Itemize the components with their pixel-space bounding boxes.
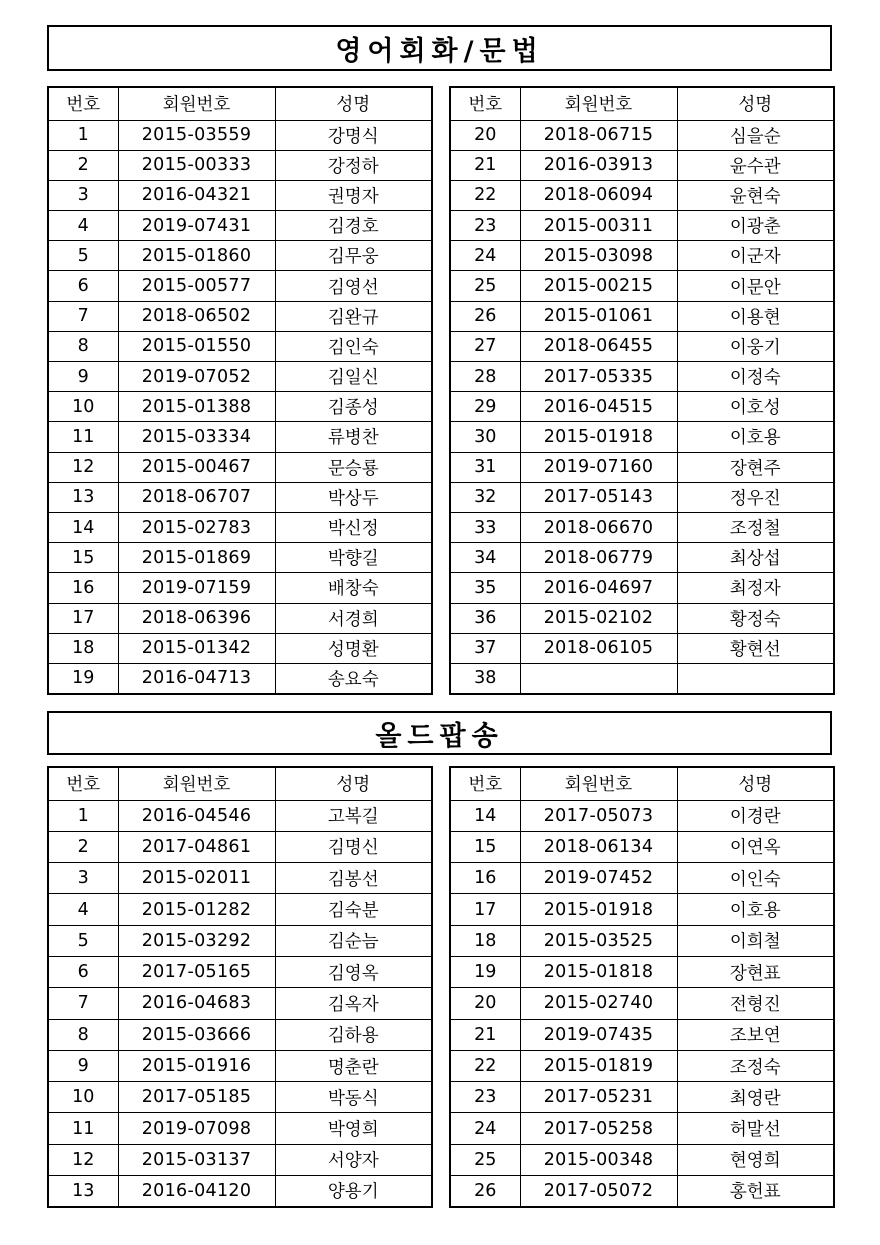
section-title-english: 영어회화/문법 [47,25,832,71]
cell-number: 6 [48,956,118,987]
cell-number: 14 [48,512,118,542]
section-title-oldpop: 올드팝송 [47,711,832,755]
cell-number: 16 [48,573,118,603]
cell-number: 7 [48,301,118,331]
cell-number: 19 [48,663,118,693]
table-row [450,482,834,512]
cell-name: 김영옥 [275,956,432,987]
table-row [48,863,432,894]
cell-member-id: 2015-02011 [118,863,275,894]
table-row [450,831,834,862]
cell-number: 24 [450,1113,520,1144]
cell-name: 박동식 [275,1082,432,1113]
cell-member-id: 2016-04683 [118,988,275,1019]
cell-number: 26 [450,301,520,331]
cell-member-id [520,663,677,693]
cell-name: 배창숙 [275,573,432,603]
cell-member-id: 2019-07435 [520,1019,677,1050]
table-row [450,1019,834,1050]
cell-name: 김순늠 [275,925,432,956]
cell-name: 고복길 [275,800,432,831]
cell-name: 허말선 [677,1113,834,1144]
cell-member-id: 2015-00311 [520,211,677,241]
cell-member-id: 2018-06094 [520,180,677,210]
table-row [450,301,834,331]
cell-number: 25 [450,1144,520,1175]
cell-name: 조정숙 [677,1050,834,1081]
table-row [48,331,432,361]
cell-member-id: 2015-03292 [118,925,275,956]
cell-name: 서양자 [275,1144,432,1175]
cell-number: 23 [450,211,520,241]
table-row [48,362,432,392]
table-row [450,1050,834,1081]
cell-number: 10 [48,392,118,422]
cell-name: 성명환 [275,633,432,663]
table-row [450,988,834,1019]
cell-member-id: 2018-06396 [118,603,275,633]
cell-member-id: 2015-02783 [118,512,275,542]
cell-member-id: 2019-07431 [118,211,275,241]
cell-number: 38 [450,663,520,693]
cell-number: 31 [450,452,520,482]
cell-name: 김일신 [275,362,432,392]
table-row [48,150,432,180]
cell-number: 12 [48,452,118,482]
table-row [450,573,834,603]
cell-name: 최영란 [677,1082,834,1113]
table-row [48,663,432,693]
cell-member-id: 2016-04713 [118,663,275,693]
cell-member-id: 2015-01282 [118,894,275,925]
cell-member-id: 2015-00348 [520,1144,677,1175]
cell-name: 전형진 [677,988,834,1019]
header-member-id: 회원번호 [520,767,677,800]
table-row [450,422,834,452]
cell-number: 12 [48,1144,118,1175]
cell-number: 17 [48,603,118,633]
cell-member-id: 2015-01550 [118,331,275,361]
cell-name: 이호용 [677,894,834,925]
member-table-english-left [47,86,433,695]
cell-member-id: 2015-00333 [118,150,275,180]
header-name: 성명 [275,767,432,800]
cell-number: 23 [450,1082,520,1113]
table-row [450,150,834,180]
table-row [48,180,432,210]
cell-name: 윤수관 [677,150,834,180]
table-row [48,573,432,603]
cell-member-id: 2015-01918 [520,422,677,452]
cell-member-id: 2018-06779 [520,543,677,573]
table-header-row [48,767,432,800]
cell-number: 2 [48,150,118,180]
cell-member-id: 2015-01860 [118,241,275,271]
cell-name: 이호성 [677,392,834,422]
cell-name: 조정철 [677,512,834,542]
table-row [450,925,834,956]
cell-name: 이문안 [677,271,834,301]
cell-number: 15 [48,543,118,573]
cell-number: 1 [48,800,118,831]
table-row [48,1144,432,1175]
cell-number: 15 [450,831,520,862]
table-row [48,241,432,271]
cell-member-id: 2018-06502 [118,301,275,331]
cell-number: 36 [450,603,520,633]
table-row [450,1113,834,1144]
cell-member-id: 2015-01819 [520,1050,677,1081]
cell-name: 홍헌표 [677,1176,834,1207]
cell-number: 7 [48,988,118,1019]
cell-name: 최상섭 [677,543,834,573]
cell-member-id: 2015-01918 [520,894,677,925]
table-row [48,392,432,422]
cell-member-id: 2015-03334 [118,422,275,452]
cell-member-id: 2017-05143 [520,482,677,512]
cell-name: 이웅기 [677,331,834,361]
cell-number: 14 [450,800,520,831]
cell-member-id: 2016-04515 [520,392,677,422]
table-row [48,120,432,150]
cell-number: 29 [450,392,520,422]
cell-number: 4 [48,894,118,925]
table-row [450,663,834,693]
cell-member-id: 2015-02102 [520,603,677,633]
cell-member-id: 2015-00577 [118,271,275,301]
cell-member-id: 2016-04697 [520,573,677,603]
cell-member-id: 2018-06455 [520,331,677,361]
cell-member-id: 2016-04546 [118,800,275,831]
table-row [48,894,432,925]
cell-member-id: 2019-07452 [520,863,677,894]
table-row [450,800,834,831]
table-row [48,211,432,241]
table-row [450,863,834,894]
header-number: 번호 [48,767,118,800]
table-row [450,1176,834,1207]
member-table-oldpop-left [47,766,433,1208]
cell-member-id: 2017-05231 [520,1082,677,1113]
cell-member-id: 2019-07098 [118,1113,275,1144]
cell-name: 현영희 [677,1144,834,1175]
table-row [48,956,432,987]
cell-name: 황현선 [677,633,834,663]
table-row [48,831,432,862]
header-number: 번호 [450,767,520,800]
cell-name: 이연옥 [677,831,834,862]
cell-name: 서경희 [275,603,432,633]
cell-name [677,663,834,693]
table-row [450,1144,834,1175]
table-row [48,633,432,663]
cell-member-id: 2015-00215 [520,271,677,301]
table-row [450,271,834,301]
cell-number: 25 [450,271,520,301]
table-row [48,1050,432,1081]
cell-member-id: 2015-02740 [520,988,677,1019]
cell-number: 21 [450,150,520,180]
cell-name: 심을순 [677,120,834,150]
cell-number: 11 [48,1113,118,1144]
cell-member-id: 2015-01916 [118,1050,275,1081]
cell-member-id: 2019-07160 [520,452,677,482]
cell-number: 20 [450,120,520,150]
cell-name: 권명자 [275,180,432,210]
cell-member-id: 2018-06670 [520,512,677,542]
cell-name: 강정하 [275,150,432,180]
table-row [450,512,834,542]
cell-name: 송요숙 [275,663,432,693]
cell-number: 1 [48,120,118,150]
cell-number: 3 [48,180,118,210]
header-member-id: 회원번호 [118,87,275,120]
cell-member-id: 2018-06707 [118,482,275,512]
table-header-row [450,767,834,800]
cell-number: 32 [450,482,520,512]
table-row [450,211,834,241]
cell-name: 김무웅 [275,241,432,271]
table-row [450,633,834,663]
cell-member-id: 2015-00467 [118,452,275,482]
cell-number: 18 [450,925,520,956]
table-header-row [450,87,834,120]
cell-name: 이희철 [677,925,834,956]
cell-member-id: 2017-05073 [520,800,677,831]
cell-name: 이경란 [677,800,834,831]
cell-member-id: 2015-03098 [520,241,677,271]
header-name: 성명 [677,87,834,120]
table-row [48,603,432,633]
cell-name: 김완규 [275,301,432,331]
table-row [450,603,834,633]
cell-name: 김숙분 [275,894,432,925]
table-row [48,422,432,452]
cell-member-id: 2016-03913 [520,150,677,180]
cell-name: 김하용 [275,1019,432,1050]
cell-name: 김봉선 [275,863,432,894]
cell-member-id: 2015-01388 [118,392,275,422]
cell-name: 장현주 [677,452,834,482]
table-row [450,120,834,150]
cell-number: 30 [450,422,520,452]
table-row [48,271,432,301]
member-table-oldpop-right [449,766,835,1208]
cell-member-id: 2015-01061 [520,301,677,331]
cell-number: 9 [48,362,118,392]
cell-member-id: 2015-03559 [118,120,275,150]
table-row [450,180,834,210]
cell-name: 박신정 [275,512,432,542]
cell-number: 10 [48,1082,118,1113]
cell-member-id: 2018-06105 [520,633,677,663]
cell-number: 24 [450,241,520,271]
cell-name: 문승룡 [275,452,432,482]
cell-name: 명춘란 [275,1050,432,1081]
table-row [450,452,834,482]
cell-name: 김명신 [275,831,432,862]
cell-name: 김경호 [275,211,432,241]
table-row [450,392,834,422]
table-row [48,1019,432,1050]
cell-member-id: 2015-01818 [520,956,677,987]
cell-name: 황정숙 [677,603,834,633]
cell-member-id: 2016-04120 [118,1176,275,1207]
cell-number: 13 [48,482,118,512]
cell-name: 이정숙 [677,362,834,392]
cell-number: 4 [48,211,118,241]
header-number: 번호 [48,87,118,120]
table-row [48,800,432,831]
cell-number: 3 [48,863,118,894]
cell-number: 11 [48,422,118,452]
cell-member-id: 2016-04321 [118,180,275,210]
cell-name: 박상두 [275,482,432,512]
cell-name: 이군자 [677,241,834,271]
cell-number: 2 [48,831,118,862]
cell-number: 18 [48,633,118,663]
cell-name: 윤현숙 [677,180,834,210]
cell-member-id: 2015-01869 [118,543,275,573]
header-name: 성명 [275,87,432,120]
table-row [48,1082,432,1113]
cell-member-id: 2017-05335 [520,362,677,392]
cell-member-id: 2019-07052 [118,362,275,392]
cell-number: 33 [450,512,520,542]
cell-number: 8 [48,1019,118,1050]
cell-number: 35 [450,573,520,603]
cell-number: 21 [450,1019,520,1050]
header-name: 성명 [677,767,834,800]
table-row [450,543,834,573]
cell-name: 박향길 [275,543,432,573]
cell-name: 강명식 [275,120,432,150]
cell-number: 20 [450,988,520,1019]
cell-name: 이광춘 [677,211,834,241]
cell-name: 이용현 [677,301,834,331]
table-row [450,956,834,987]
cell-number: 22 [450,180,520,210]
cell-number: 13 [48,1176,118,1207]
cell-number: 16 [450,863,520,894]
table-row [48,1113,432,1144]
cell-name: 양용기 [275,1176,432,1207]
table-row [450,1082,834,1113]
cell-member-id: 2019-07159 [118,573,275,603]
cell-number: 6 [48,271,118,301]
header-member-id: 회원번호 [118,767,275,800]
cell-name: 이인숙 [677,863,834,894]
table-header-row [48,87,432,120]
table-row [450,241,834,271]
cell-name: 김영선 [275,271,432,301]
cell-member-id: 2015-03525 [520,925,677,956]
cell-name: 류병찬 [275,422,432,452]
cell-number: 28 [450,362,520,392]
header-member-id: 회원번호 [520,87,677,120]
cell-member-id: 2018-06715 [520,120,677,150]
cell-number: 27 [450,331,520,361]
cell-number: 17 [450,894,520,925]
cell-name: 박영희 [275,1113,432,1144]
cell-name: 장현표 [677,956,834,987]
cell-name: 김인숙 [275,331,432,361]
table-row [48,512,432,542]
cell-number: 5 [48,925,118,956]
member-table-english-right [449,86,835,695]
table-row [48,482,432,512]
cell-member-id: 2017-05072 [520,1176,677,1207]
cell-number: 22 [450,1050,520,1081]
cell-member-id: 2015-01342 [118,633,275,663]
table-row [450,362,834,392]
cell-member-id: 2015-03666 [118,1019,275,1050]
cell-name: 조보연 [677,1019,834,1050]
cell-name: 김옥자 [275,988,432,1019]
cell-name: 이호용 [677,422,834,452]
table-row [48,1176,432,1207]
table-row [48,452,432,482]
table-row [48,301,432,331]
table-row [48,925,432,956]
cell-name: 최정자 [677,573,834,603]
cell-number: 19 [450,956,520,987]
cell-number: 9 [48,1050,118,1081]
cell-member-id: 2017-04861 [118,831,275,862]
cell-name: 김종성 [275,392,432,422]
cell-member-id: 2018-06134 [520,831,677,862]
cell-member-id: 2017-05258 [520,1113,677,1144]
cell-member-id: 2017-05165 [118,956,275,987]
cell-name: 정우진 [677,482,834,512]
table-row [450,894,834,925]
cell-number: 37 [450,633,520,663]
table-row [48,543,432,573]
header-number: 번호 [450,87,520,120]
cell-number: 26 [450,1176,520,1207]
cell-number: 5 [48,241,118,271]
cell-number: 8 [48,331,118,361]
table-row [450,331,834,361]
cell-number: 34 [450,543,520,573]
cell-member-id: 2015-03137 [118,1144,275,1175]
cell-member-id: 2017-05185 [118,1082,275,1113]
table-row [48,988,432,1019]
